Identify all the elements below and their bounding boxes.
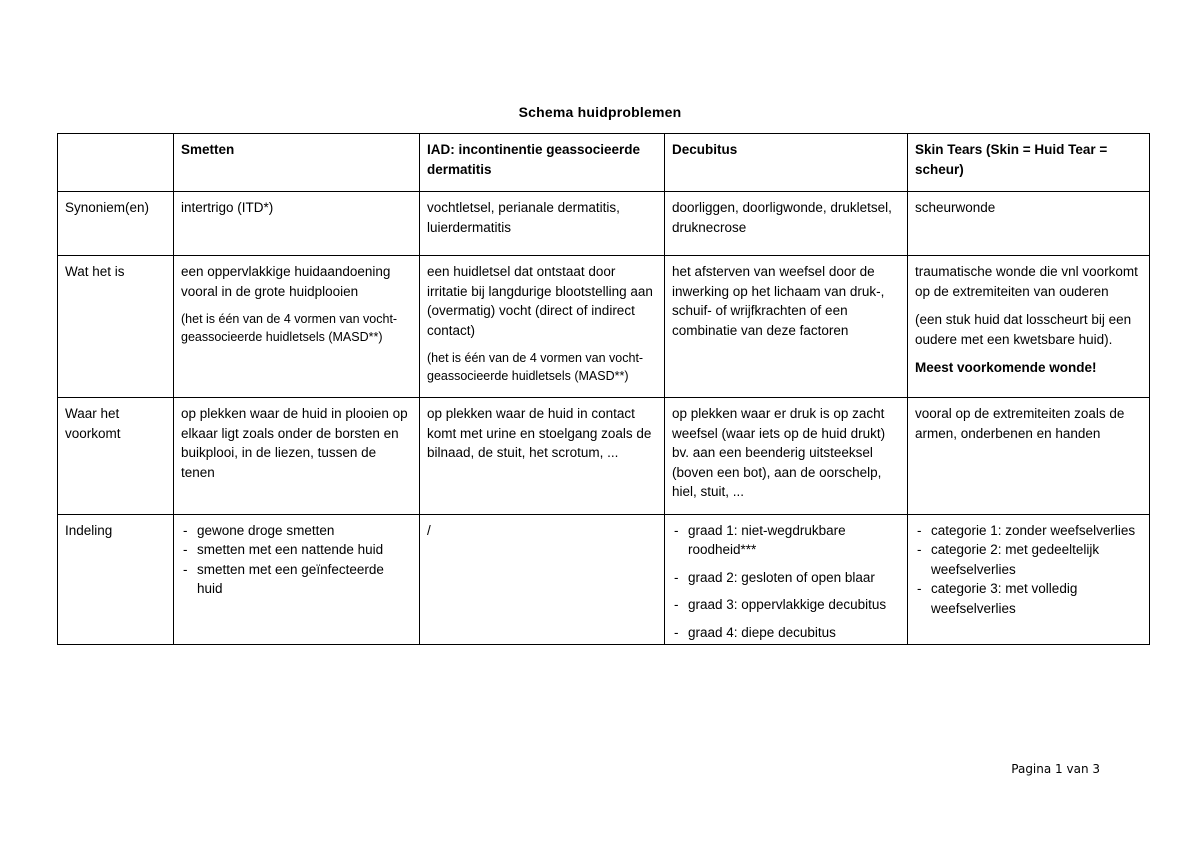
list-item: - graad 4: diepe decubitus [672, 623, 900, 643]
list-item: - smetten met een geïnfecteerde huid [181, 560, 412, 599]
decubitus-grade-list [672, 521, 900, 643]
header-decubitus: Decubitus [665, 134, 908, 192]
list-item: - categorie 3: met volledig weefselverlies [915, 579, 1142, 618]
definition-text: een huidletsel dat ontstaat door irritatie bij langdurige blootstelling aan (overmatig) vocht (direct of indirect contact) [427, 264, 653, 338]
header-empty-cell [58, 134, 174, 192]
document-title: Schema huidproblemen [518, 104, 682, 120]
header-skin-tears: Skin Tears (Skin = Huid Tear = scheur) [908, 134, 1150, 192]
row-wat-het-is [58, 256, 1150, 398]
cell-iad: vochtletsel, perianale dermatitis, luierdermatitis [420, 192, 665, 256]
cell-decubitus: op plekken waar er druk is op zacht weefsel (waar iets op de huid drukt) bv. aan een beenderig uitsteeksel (boven een bot), aan de oorschelp, hiel, stuit, ... [665, 398, 908, 515]
cell-smetten: op plekken waar de huid in plooien op elkaar ligt zoals onder de borsten en buikplooi, in de liezen, tussen de tenen [174, 398, 420, 515]
header-row [58, 134, 1150, 192]
row-indeling [58, 514, 1150, 645]
masd-note: (het is één van de 4 vormen van vocht-geassocieerde huidletsels (MASD**) [427, 351, 644, 383]
list-item: - gewone droge smetten [181, 521, 412, 541]
row-label: Indeling [58, 514, 174, 645]
definition-text: het afsterven van weefsel door de inwerking op het lichaam van druk-, schuif- of wrijfkrachten of een combinatie van deze factoren [672, 264, 885, 338]
cell-smetten [174, 256, 420, 398]
cell-smetten: intertrigo (ITD*) [174, 192, 420, 256]
definition-text: traumatische wonde die vnl voorkomt op de extremiteiten van ouderen [915, 264, 1138, 299]
cell-smetten [174, 514, 420, 645]
list-item: - categorie 2: met gedeeltelijk weefselverlies [915, 540, 1142, 579]
cell-skin-tears: scheurwonde [908, 192, 1150, 256]
page-number: Pagina 1 van 3 [1011, 762, 1100, 776]
skin-problems-table [57, 133, 1150, 645]
cell-decubitus [665, 256, 908, 398]
cell-iad: op plekken waar de huid in contact komt met urine en stoelgang zoals de bilnaad, de stuit, het scrotum, ... [420, 398, 665, 515]
list-item: - smetten met een nattende huid [181, 540, 412, 560]
explanation-note: (een stuk huid dat losscheurt bij een oudere met een kwetsbare huid). [915, 312, 1132, 347]
cell-decubitus [665, 514, 908, 645]
cell-iad [420, 256, 665, 398]
cell-decubitus: doorliggen, doorligwonde, drukletsel, druknecrose [665, 192, 908, 256]
cell-skin-tears [908, 256, 1150, 398]
cell-skin-tears: vooral op de extremiteiten zoals de armen, onderbenen en handen [908, 398, 1150, 515]
cell-iad: / [420, 514, 665, 645]
row-label: Synoniem(en) [58, 192, 174, 256]
list-item: - graad 1: niet-wegdrukbare roodheid*** [672, 521, 900, 560]
row-label: Waar het voorkomt [58, 398, 174, 515]
cell-skin-tears [908, 514, 1150, 645]
smetten-classification-list [181, 521, 412, 599]
list-item: - graad 2: gesloten of open blaar [672, 568, 900, 588]
list-item: - categorie 1: zonder weefselverlies [915, 521, 1142, 541]
row-synoniemen [58, 192, 1150, 256]
skin-tears-category-list [915, 521, 1142, 619]
definition-text: een oppervlakkige huidaandoening vooral in de grote huidplooien [181, 264, 391, 299]
emphasis-note: Meest voorkomende wonde! [915, 360, 1097, 375]
masd-note: (het is één van de 4 vormen van vocht-geassocieerde huidletsels (MASD**) [181, 312, 398, 344]
header-smetten: Smetten [174, 134, 420, 192]
list-item: - graad 3: oppervlakkige decubitus [672, 595, 900, 615]
row-label: Wat het is [58, 256, 174, 398]
row-waar-het-voorkomt [58, 398, 1150, 515]
header-iad: IAD: incontinentie geassocieerde dermatitis [420, 134, 665, 192]
